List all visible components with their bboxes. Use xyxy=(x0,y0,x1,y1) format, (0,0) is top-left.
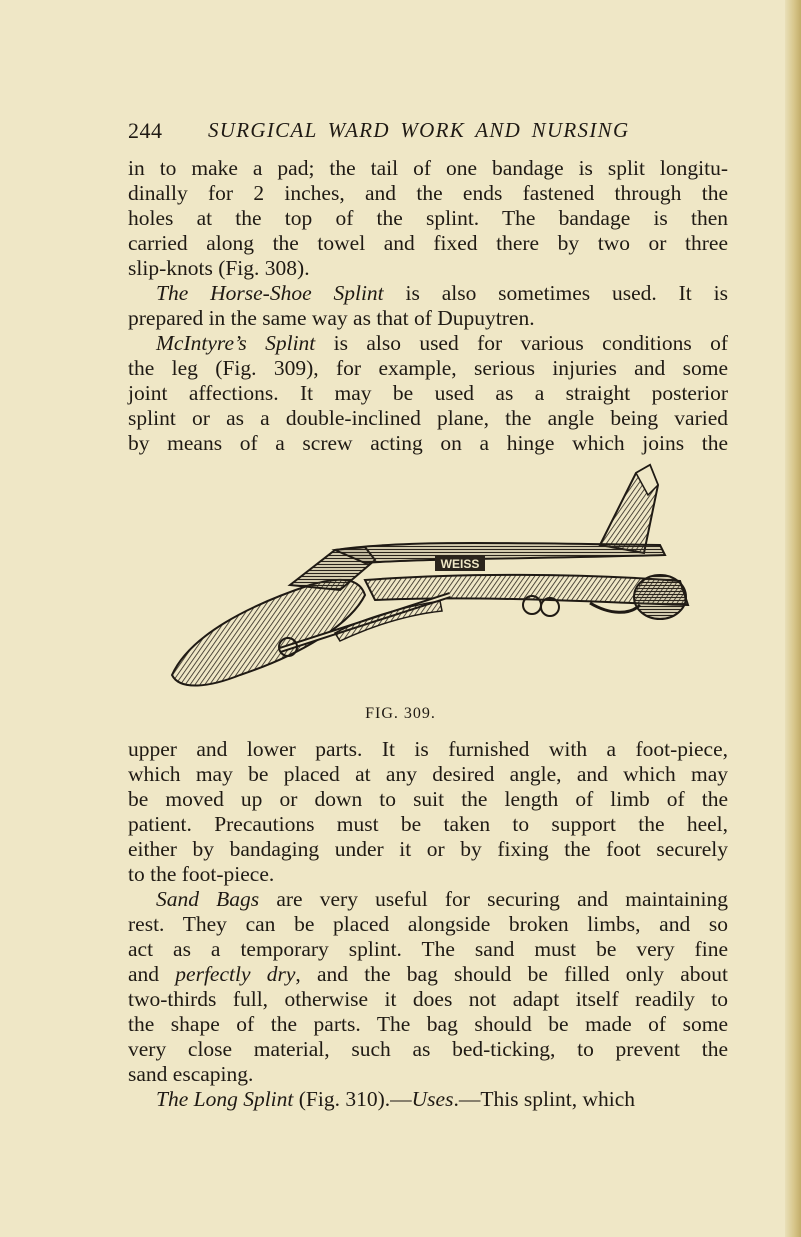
running-title: SURGICAL WARD WORK AND NURSING xyxy=(208,118,630,142)
text-run: .—This splint, which xyxy=(453,1087,636,1111)
page-number: 244 xyxy=(128,118,163,143)
text-line: joint affections. It may be used as a straight posterior xyxy=(128,381,728,405)
text-line xyxy=(128,886,728,913)
text-line: very close material, such as bed-ticking, to prevent the xyxy=(128,1037,728,1061)
text-run: , and the bag should be filled only about xyxy=(295,962,728,986)
section-title: The Horse-Shoe Splint xyxy=(156,281,384,305)
text-line: the shape of the parts. The bag should be made of some xyxy=(128,1012,728,1036)
text-line xyxy=(128,961,728,988)
section-title: McIntyre’s Splint xyxy=(156,331,316,355)
text-line: carried along the towel and fixed there by two or three xyxy=(128,231,728,255)
text-line: patient. Precautions must be taken to support the heel, xyxy=(128,812,728,836)
text-run: (Fig. 310).— xyxy=(293,1087,412,1111)
page-header xyxy=(128,118,728,148)
text-line: two-thirds full, otherwise it does not adapt itself readily to xyxy=(128,987,728,1011)
text-line: in to make a pad; the tail of one bandage is split longitu- xyxy=(128,156,728,180)
section-title: The Long Splint xyxy=(156,1087,294,1111)
figure-mcintyre-splint xyxy=(160,455,700,695)
text-run: is also sometimes used. It is xyxy=(383,281,728,305)
text-line: which may be placed at any desired angle, and which may xyxy=(128,762,728,786)
emphasis: Uses xyxy=(411,1087,454,1111)
emphasis: perfectly dry xyxy=(175,962,296,986)
text-line xyxy=(128,280,728,307)
text-line: dinally for 2 inches, and the ends fastened through the xyxy=(128,181,728,205)
section-title: Sand Bags xyxy=(156,887,260,911)
maker-mark: WEISS xyxy=(440,557,480,571)
text-line: rest. They can be placed alongside broken limbs, and so xyxy=(128,912,728,936)
text-line: slip-knots (Fig. 308). xyxy=(128,256,310,280)
text-line: act as a temporary splint. The sand must be very fine xyxy=(128,937,728,961)
text-line: holes at the top of the splint. The bandage is then xyxy=(128,206,728,230)
text-line: upper and lower parts. It is furnished with a foot-piece, xyxy=(128,737,728,761)
text-line: prepared in the same way as that of Dupuytren. xyxy=(128,306,535,330)
text-line: by means of a screw acting on a hinge which joins the xyxy=(128,431,728,455)
text-run: are very useful for securing and maintaining xyxy=(259,887,729,911)
text-line xyxy=(128,1086,728,1113)
text-line: splint or as a double-inclined plane, the angle being varied xyxy=(128,406,728,430)
page-edge xyxy=(785,0,801,1237)
text-run: is also used for various conditions of xyxy=(315,331,728,355)
text-run: and xyxy=(128,962,176,986)
text-line: either by bandaging under it or by fixing the foot securely xyxy=(128,837,728,861)
figure-caption: FIG. 309. xyxy=(365,705,436,722)
text-line: sand escaping. xyxy=(128,1062,254,1086)
text-line: to the foot-piece. xyxy=(128,862,275,886)
text-line xyxy=(128,330,728,357)
text-line: be moved up or down to suit the length of limb of the xyxy=(128,787,728,811)
splint-illustration xyxy=(160,455,700,695)
text-line: the leg (Fig. 309), for example, serious injuries and some xyxy=(128,356,728,380)
